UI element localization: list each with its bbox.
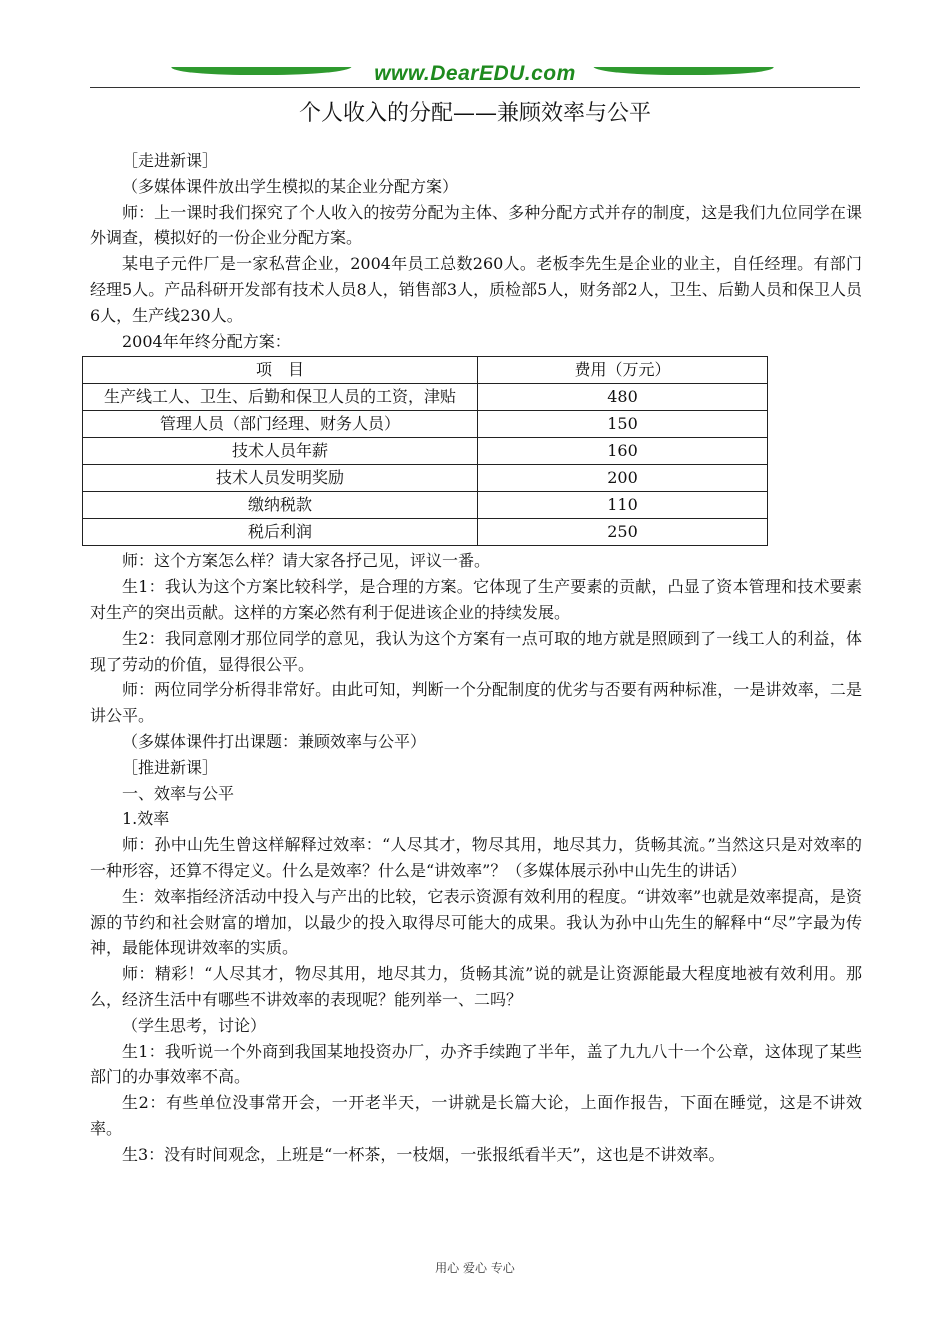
table-cell-cost: 200 xyxy=(478,465,768,492)
site-logo[interactable]: www.DearEDU.com xyxy=(374,62,576,85)
paragraph: 生1：我听说一个外商到我国某地投资办厂，办齐手续跑了半年，盖了九九八十一个公章，这体现了某些部门的办事效率不高。 xyxy=(90,1041,862,1087)
subheading: 一、效率与公平 xyxy=(122,783,235,803)
page-header xyxy=(90,60,860,90)
table-row xyxy=(83,438,768,465)
section-heading: ［走进新课］ xyxy=(122,151,219,170)
column-header-cost: 费用（万元） xyxy=(478,357,768,384)
paragraph: 生1：我认为这个方案比较科学，是合理的方案。它体现了生产要素的贡献，凸显了资本管理和技术要素对生产的突出贡献。这样的方案必然有利于促进该企业的持续发展。 xyxy=(90,577,862,622)
table-cell-item: 税后利润 xyxy=(83,519,478,546)
paragraph: 师：上一课时我们探究了个人收入的按劳分配为主体、多种分配方式并存的制度，这是我们九位同学在课外调查，模拟好的一份企业分配方案。 xyxy=(90,202,862,248)
table-row xyxy=(83,411,768,438)
document-title: 个人收入的分配——兼顾效率与公平 xyxy=(298,101,651,126)
paragraph: （学生思考，讨论） xyxy=(122,1015,267,1035)
table-row xyxy=(83,492,768,519)
paragraph: 生2：有些单位没事常开会，一开老半天，一讲就是长篇大论，上面作报告，下面在睡觉，这是不讲效率。 xyxy=(90,1093,862,1138)
table-cell-item: 管理人员（部门经理、财务人员） xyxy=(83,411,478,438)
section-heading: ［推进新课］ xyxy=(122,757,219,777)
table-cell-item: 生产线工人、卫生、后勤和保卫人员的工资，津贴 xyxy=(83,384,478,411)
table-cell-item: 技术人员发明奖励 xyxy=(83,465,478,492)
paragraph: 师：两位同学分析得非常好。由此可知，判断一个分配制度的优劣与否要有两种标准，一是讲效率，二是讲公平。 xyxy=(90,680,862,726)
paragraph: 生2：我同意刚才那位同学的意见，我认为这个方案有一点可取的地方就是照顾到了一线工人的利益，体现了劳动的价值，显得很公平。 xyxy=(90,628,862,674)
table-row xyxy=(83,519,768,546)
logo-swoosh-right xyxy=(594,67,777,75)
table-cell-cost: 250 xyxy=(478,519,768,546)
distribution-table xyxy=(82,356,768,546)
page-footer: 用心 爱心 专心 xyxy=(435,1261,515,1275)
paragraph: 某电子元件厂是一家私营企业，2004年员工总数260人。老板李先生是企业的业主，自任经理。有部门经理5人。产品科研开发部有技术人员8人，销售部3人，质检部5人，财务部2人，卫生、后勤人员和保卫人员6人，生产线230人。 xyxy=(90,254,862,325)
table-cell-cost: 110 xyxy=(478,492,768,519)
header-rule xyxy=(90,87,860,88)
paragraph: 师：精彩！“人尽其才，物尽其用，地尽其力，货畅其流”说的就是让资源能最大程度地被有效利用。那么，经济生活中有哪些不讲效率的表现呢？能列举一、二吗？ xyxy=(90,964,862,1009)
paragraph: 师：这个方案怎么样？请大家各抒己见，评议一番。 xyxy=(122,551,491,571)
subheading: 1.效率 xyxy=(122,809,170,829)
table-cell-cost: 150 xyxy=(478,411,768,438)
table-cell-cost: 480 xyxy=(478,384,768,411)
logo-swoosh-left xyxy=(169,67,352,75)
document-body xyxy=(90,148,862,1168)
table-caption: 2004年年终分配方案： xyxy=(122,331,291,351)
paragraph: 师：孙中山先生曾这样解释过效率：“人尽其才，物尽其用，地尽其力，货畅其流。”当然这只是对效率的一种形容，还算不得定义。什么是效率？什么是“讲效率”？（多媒体展示孙中山先生的讲话） xyxy=(90,835,862,880)
paragraph: （多媒体课件放出学生模拟的某企业分配方案） xyxy=(122,176,459,196)
table-header-row xyxy=(83,357,768,384)
table-row xyxy=(83,465,768,492)
paragraph: 生：效率指经济活动中投入与产出的比较，它表示资源有效利用的程度。“讲效率”也就是效率提高，是资源的节约和社会财富的增加，以最少的投入取得尽可能大的成果。我认为孙中山先生的解释中“尽”字最为传神，最能体现讲效率的实质。 xyxy=(90,886,862,958)
table-cell-item: 技术人员年薪 xyxy=(83,438,478,465)
table-cell-item: 缴纳税款 xyxy=(83,492,478,519)
paragraph: 生3：没有时间观念，上班是“一杯茶，一枝烟，一张报纸看半天”，这也是不讲效率。 xyxy=(122,1144,725,1164)
paragraph: （多媒体课件打出课题：兼顾效率与公平） xyxy=(122,731,427,751)
table-row xyxy=(83,384,768,411)
table-cell-cost: 160 xyxy=(478,438,768,465)
column-header-item: 项 目 xyxy=(83,357,478,384)
